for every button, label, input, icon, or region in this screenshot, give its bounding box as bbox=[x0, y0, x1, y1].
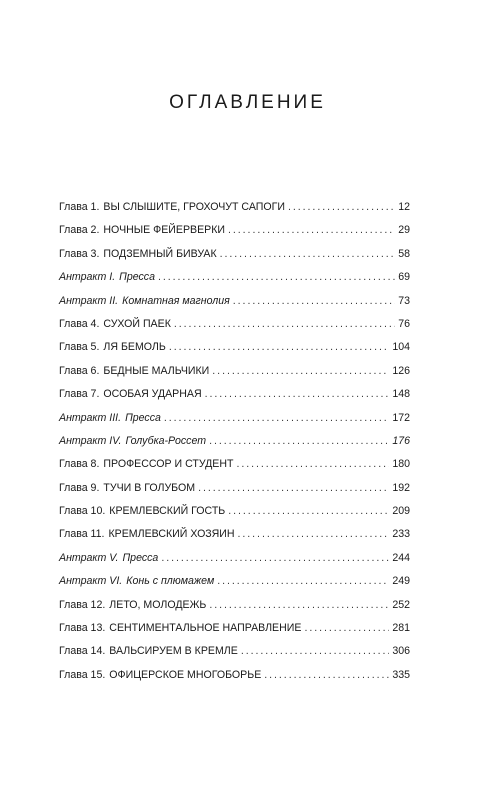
toc-entry-prefix: Глава 1. bbox=[59, 201, 100, 213]
toc-entry-name: Комнатная магнолия bbox=[122, 294, 230, 307]
toc-entry-label bbox=[59, 341, 166, 353]
toc-entry-page-number: 148 bbox=[392, 388, 410, 401]
toc-entry-prefix: Глава 11. bbox=[59, 528, 105, 541]
toc-entry-name: Голубка-Россет bbox=[125, 434, 207, 447]
toc-entry-prefix: Глава 13. bbox=[59, 622, 106, 635]
toc-entry-prefix: Глава 15. bbox=[59, 668, 106, 681]
toc-entry-prefix: Антракт I. bbox=[59, 271, 116, 284]
toc-entry-page-number: 209 bbox=[392, 505, 410, 518]
toc-entry-name: ОФИЦЕРСКОЕ МНОГОБОРЬЕ bbox=[109, 668, 262, 681]
toc-entry-name: Пресса bbox=[122, 551, 159, 564]
toc-entry-label bbox=[59, 505, 225, 517]
toc-entry-chapter bbox=[59, 341, 410, 364]
toc-entry-page-number: 252 bbox=[392, 598, 410, 611]
toc-entry-name: Пресса bbox=[125, 411, 161, 424]
toc-entry-label bbox=[59, 645, 238, 657]
toc-entry-interlude bbox=[59, 295, 410, 318]
dot-leader bbox=[198, 482, 389, 494]
dot-leader bbox=[236, 458, 389, 470]
toc-entry-page-number: 126 bbox=[392, 364, 410, 377]
toc-entry-page-number: 104 bbox=[392, 341, 410, 354]
dot-leader bbox=[228, 224, 395, 236]
toc-entry-label bbox=[59, 528, 235, 540]
toc-entry-interlude bbox=[59, 575, 410, 598]
toc-entry-name: КРЕМЛЕВСКИЙ ГОСТЬ bbox=[109, 505, 226, 518]
toc-entry-chapter bbox=[59, 505, 410, 528]
toc-entry-label bbox=[59, 295, 230, 307]
dot-leader bbox=[209, 599, 389, 611]
toc-entry-prefix: Глава 2. bbox=[59, 224, 100, 237]
toc-entry-prefix: Глава 3. bbox=[59, 247, 100, 260]
dot-leader bbox=[220, 248, 396, 260]
toc-entry-name: ПРОФЕССОР И СТУДЕНТ bbox=[103, 458, 234, 471]
toc-entry-prefix: Антракт VI. bbox=[59, 575, 123, 588]
toc-entry-page-number: 192 bbox=[392, 481, 410, 494]
toc-entry-page-number: 76 bbox=[398, 317, 410, 330]
toc-entry-label bbox=[59, 552, 158, 564]
toc-entry-label bbox=[59, 271, 155, 283]
toc-entry-name: ЛЯ БЕМОЛЬ bbox=[103, 341, 166, 354]
toc-entry-page-number: 176 bbox=[392, 434, 410, 447]
toc-entry-label bbox=[59, 248, 217, 260]
toc-entry-chapter bbox=[59, 458, 410, 481]
toc-entry-chapter bbox=[59, 622, 410, 645]
toc-entry-interlude bbox=[59, 552, 410, 575]
toc-entry-name: БЕДНЫЕ МАЛЬЧИКИ bbox=[103, 364, 210, 377]
dot-leader bbox=[228, 505, 389, 517]
dot-leader bbox=[233, 295, 395, 307]
toc-entry-chapter bbox=[59, 365, 410, 388]
dot-leader bbox=[288, 201, 395, 213]
toc-entry-label bbox=[59, 318, 171, 330]
toc-entry-name: ОСОБАЯ УДАРНАЯ bbox=[103, 388, 202, 401]
toc-entry-label bbox=[59, 575, 214, 587]
toc-entry-label bbox=[59, 412, 161, 424]
dot-leader bbox=[158, 271, 395, 283]
dot-leader bbox=[174, 318, 395, 330]
toc-entry-page-number: 172 bbox=[392, 411, 410, 424]
toc-entry-name: ТУЧИ В ГОЛУБОМ bbox=[103, 481, 196, 494]
toc-entry-page-number: 249 bbox=[392, 575, 410, 588]
toc-entry-chapter bbox=[59, 318, 410, 341]
toc-entry-prefix: Глава 4. bbox=[59, 317, 100, 330]
toc-entry-name: Конь с плюмажем bbox=[126, 575, 215, 588]
toc-entry-chapter bbox=[59, 224, 410, 247]
toc-entry-chapter bbox=[59, 248, 410, 271]
toc-entry-chapter bbox=[59, 388, 410, 411]
toc-entry-chapter bbox=[59, 599, 410, 622]
table-of-contents bbox=[59, 201, 410, 692]
toc-entry-label bbox=[59, 435, 206, 447]
toc-entry-prefix: Антракт II. bbox=[59, 294, 119, 307]
toc-entry-page-number: 335 bbox=[392, 668, 410, 681]
toc-entry-name: ПОДЗЕМНЫЙ БИВУАК bbox=[103, 247, 217, 260]
toc-entry-name: НОЧНЫЕ ФЕЙЕРВЕРКИ bbox=[103, 224, 226, 237]
toc-entry-page-number: 73 bbox=[398, 294, 410, 307]
toc-entry-label bbox=[59, 458, 233, 470]
toc-entry-name: СУХОЙ ПАЕК bbox=[103, 317, 171, 330]
toc-entry-page-number: 58 bbox=[398, 247, 410, 260]
toc-entry-name: ЛЕТО, МОЛОДЕЖЬ bbox=[109, 598, 207, 611]
toc-entry-name: СЕНТИМЕНТАЛЬНОЕ НАПРАВЛЕНИЕ bbox=[109, 622, 302, 635]
dot-leader bbox=[217, 575, 389, 587]
toc-entry-label bbox=[59, 201, 285, 213]
toc-entry-label bbox=[59, 365, 209, 377]
dot-leader bbox=[241, 645, 390, 657]
toc-entry-label bbox=[59, 482, 195, 494]
dot-leader bbox=[161, 552, 389, 564]
toc-entry-prefix: Глава 14. bbox=[59, 645, 106, 658]
toc-entry-page-number: 69 bbox=[398, 271, 410, 284]
toc-entry-page-number: 233 bbox=[392, 528, 410, 541]
toc-entry-label bbox=[59, 224, 225, 236]
toc-entry-interlude bbox=[59, 271, 410, 294]
toc-entry-prefix: Антракт III. bbox=[59, 411, 122, 424]
dot-leader bbox=[264, 669, 389, 681]
toc-entry-label bbox=[59, 622, 301, 634]
toc-entry-page-number: 281 bbox=[392, 622, 410, 635]
toc-entry-prefix: Антракт V. bbox=[59, 551, 119, 564]
toc-entry-prefix: Глава 9. bbox=[59, 481, 100, 494]
toc-entry-name: ВЫ СЛЫШИТЕ, ГРОХОЧУТ САПОГИ bbox=[103, 201, 285, 213]
toc-entry-name: КРЕМЛЕВСКИЙ ХОЗЯИН bbox=[108, 528, 235, 541]
toc-entry-prefix: Глава 10. bbox=[59, 505, 106, 518]
dot-leader bbox=[169, 341, 389, 353]
toc-entry-chapter bbox=[59, 669, 410, 692]
page-title: ОГЛАВЛЕНИЕ bbox=[169, 92, 326, 113]
toc-entry-chapter bbox=[59, 645, 410, 668]
toc-entry-prefix: Глава 5. bbox=[59, 341, 100, 354]
toc-entry-page-number: 244 bbox=[392, 551, 410, 564]
dot-leader bbox=[304, 622, 389, 634]
toc-entry-page-number: 12 bbox=[398, 201, 410, 213]
toc-entry-page-number: 306 bbox=[392, 645, 410, 658]
toc-entry-page-number: 29 bbox=[398, 224, 410, 237]
toc-entry-label bbox=[59, 669, 261, 681]
dot-leader bbox=[164, 412, 389, 424]
toc-entry-label bbox=[59, 388, 202, 400]
toc-entry-label bbox=[59, 599, 206, 611]
dot-leader bbox=[212, 365, 389, 377]
dot-leader bbox=[209, 435, 389, 447]
toc-entry-prefix: Глава 12. bbox=[59, 598, 106, 611]
toc-entry-name: ВАЛЬСИРУЕМ В КРЕМЛЕ bbox=[109, 645, 238, 658]
toc-entry-chapter bbox=[59, 201, 410, 224]
toc-entry-page-number: 180 bbox=[392, 458, 410, 471]
toc-entry-name: Пресса bbox=[119, 271, 155, 284]
toc-entry-prefix: Глава 8. bbox=[59, 458, 100, 471]
toc-entry-interlude bbox=[59, 412, 410, 435]
toc-entry-prefix: Глава 7. bbox=[59, 388, 100, 401]
toc-entry-prefix: Антракт IV. bbox=[59, 434, 122, 447]
toc-entry-prefix: Глава 6. bbox=[59, 364, 100, 377]
toc-entry-interlude bbox=[59, 435, 410, 458]
dot-leader bbox=[238, 528, 390, 540]
toc-entry-chapter bbox=[59, 482, 410, 505]
toc-entry-chapter bbox=[59, 528, 410, 551]
dot-leader bbox=[205, 388, 390, 400]
